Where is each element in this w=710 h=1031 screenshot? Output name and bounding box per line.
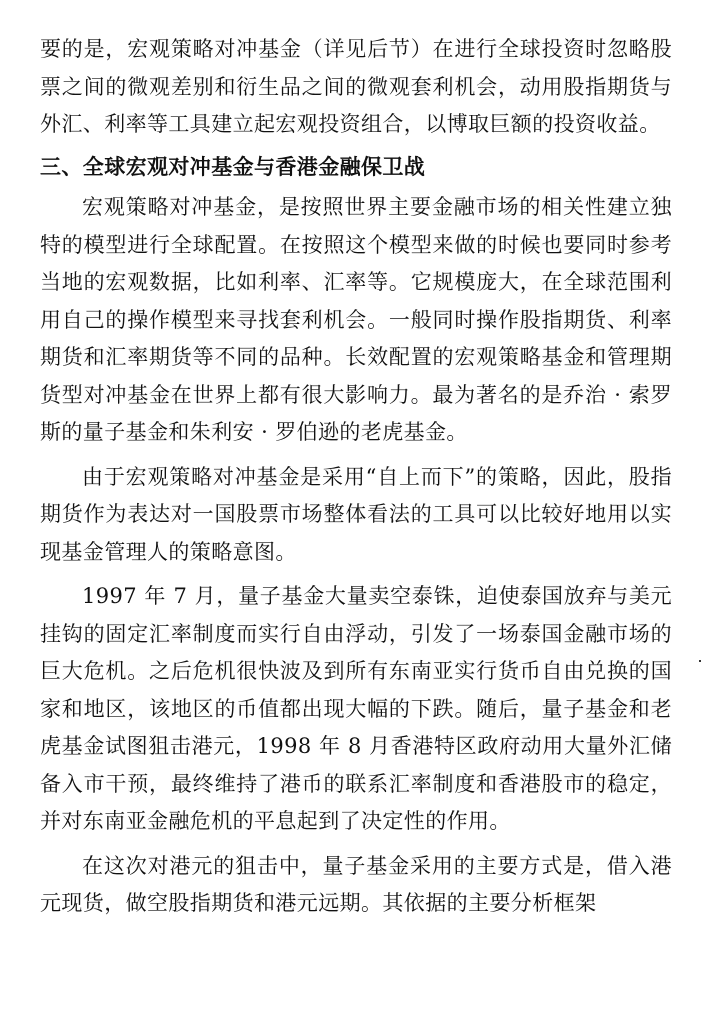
paragraph-hk-sniping: 在这次对港元的狙击中，量子基金采用的主要方式是，借入港元现货，做空股指期货和港元远期。其依据的主要分析框架	[40, 853, 672, 915]
margin-speck	[699, 660, 701, 662]
section-heading: 三、全球宏观对冲基金与香港金融保卫战	[40, 154, 426, 179]
paragraph-1997-crisis: 1997 年 7 月，量子基金大量卖空泰铢，迫使泰国放弃与美元挂钩的固定汇率制度而实行自由浮动，引发了一场泰国金融市场的巨大危机。之后危机很快波及到所有东南亚实行货币自由兑换的国家和地区，该地区的币值都出现大幅的下跌。随后，量子基金和老虎基金试图狙击港元，1998 年 8 月香港特区政府动用大量外汇储备入市干预，最终维持了港币的联系汇率制度和香港股市的稳定，并对东南亚金融危机的平息起到了决定性的作用。	[40, 584, 672, 833]
body-text	[40, 31, 672, 923]
paragraph-top-down: 由于宏观策略对冲基金是采用“自上而下”的策略，因此，股指期货作为表达对一国股票市场整体看法的工具可以比较好地用以实现基金管理人的策略意图。	[40, 464, 672, 564]
paragraph-continuation: 要的是，宏观策略对冲基金（详见后节）在进行全球投资时忽略股票之间的微观差别和衍生品之间的微观套利机会，动用股指期货与外汇、利率等工具建立起宏观投资组合，以博取巨额的投资收益。	[40, 37, 672, 136]
paragraph-macro-strategy: 宏观策略对冲基金，是按照世界主要金融市场的相关性建立独特的模型进行全球配置。在按照这个模型来做的时候也要同时参考当地的宏观数据，比如利率、汇率等。它规模庞大，在全球范围利用自己的操作模型来寻找套利机会。一般同时操作股指期货、利率期货和汇率期货等不同的品种。长效配置的宏观策略基金和管理期货型对冲基金在世界上都有很大影响力。最为著名的是乔治 · 索罗斯的量子基金和朱利安 · 罗伯逊的老虎基金。	[40, 195, 672, 444]
